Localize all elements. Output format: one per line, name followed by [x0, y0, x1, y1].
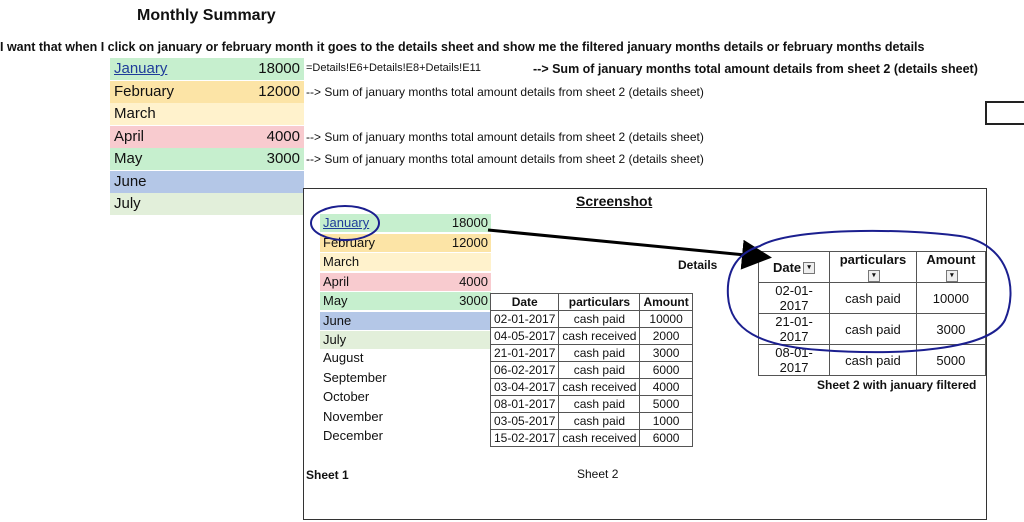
sheet1-label: Sheet 1	[306, 468, 349, 482]
table-cell: 03-04-2017	[491, 379, 559, 396]
screenshot-title: Screenshot	[576, 193, 653, 209]
table-cell: 15-02-2017	[491, 430, 559, 447]
table-cell: 21-01-2017	[491, 345, 559, 362]
january-extra-note: --> Sum of january months total amount details from sheet 2 (details sheet)	[533, 62, 978, 76]
sheet1-month-august: August	[323, 350, 364, 365]
table-cell: 3000	[640, 345, 692, 362]
month-label: March	[323, 254, 360, 269]
month-label: June	[323, 312, 352, 328]
arrow	[488, 230, 766, 257]
table-cell: 21-01-2017	[759, 314, 830, 345]
table-cell: 10000	[916, 283, 985, 314]
filter-dropdown-icon[interactable]: ▾	[946, 270, 958, 282]
table-cell: 06-02-2017	[491, 362, 559, 379]
sheet1-month-november: November	[323, 408, 383, 424]
table-cell: 5000	[916, 345, 985, 376]
month-total: 18000	[258, 60, 300, 77]
table-cell: 02-01-2017	[491, 311, 559, 328]
month-total: 18000	[451, 215, 488, 230]
table-cell: cash paid	[559, 396, 640, 413]
column-header-label: Date	[511, 295, 538, 309]
month-label: June	[114, 172, 147, 190]
sum-note: --> Sum of january months total amount details from sheet 2 (details sheet)	[306, 129, 704, 144]
sheet1-month-december: December	[323, 428, 383, 443]
table-cell: 08-01-2017	[759, 345, 830, 376]
month-total: 3000	[459, 293, 488, 308]
table-cell: cash paid	[830, 283, 917, 314]
table-cell: 3000	[916, 314, 985, 345]
month-label: May	[323, 293, 348, 308]
month-total: 4000	[266, 127, 300, 145]
month-total: 12000	[451, 234, 488, 250]
table-cell: cash paid	[830, 345, 917, 376]
column-header-label: particulars	[568, 295, 631, 309]
column-header-label: Amount	[926, 252, 976, 267]
table-cell: cash paid	[559, 345, 640, 362]
table-cell: cash received	[559, 379, 640, 396]
month-label: January	[323, 215, 370, 230]
page-title: Monthly Summary	[137, 7, 276, 24]
table-cell: 03-05-2017	[491, 413, 559, 430]
table-cell: 4000	[640, 379, 692, 396]
month-label: February	[323, 234, 376, 250]
month-label: July	[114, 195, 141, 212]
month-label: February	[114, 82, 175, 100]
sheet2-label: Sheet 2	[577, 467, 619, 481]
table-cell: 2000	[640, 328, 692, 345]
table-cell: 6000	[640, 430, 692, 447]
month-label: April	[323, 273, 350, 289]
month-total: 4000	[459, 273, 488, 289]
table-cell: 6000	[640, 362, 692, 379]
table-cell: cash paid	[559, 362, 640, 379]
month-total: 3000	[266, 150, 300, 167]
table-cell: cash received	[559, 430, 640, 447]
table-cell: 08-01-2017	[491, 396, 559, 413]
table-cell: 04-05-2017	[491, 328, 559, 345]
table-cell: 1000	[640, 413, 692, 430]
filter-dropdown-icon[interactable]: ▾	[868, 270, 880, 282]
month-label: May	[114, 150, 143, 167]
filter-dropdown-icon[interactable]: ▾	[803, 262, 815, 274]
month-label[interactable]: January	[114, 60, 168, 77]
table-cell: cash received	[559, 328, 640, 345]
sheet1-month-september: September	[323, 369, 387, 385]
table-cell: cash paid	[830, 314, 917, 345]
table-cell: 02-01-2017	[759, 283, 830, 314]
month-label: July	[323, 332, 347, 347]
table-cell: cash paid	[559, 311, 640, 328]
details-label: Details	[678, 258, 718, 272]
month-total: 12000	[258, 82, 300, 100]
question-text: I want that when I click on january or february month it goes to the details sheet and show me the filtered january months details or february months details	[0, 40, 925, 54]
filtered-caption: Sheet 2 with january filtered	[817, 378, 977, 392]
month-label: April	[114, 127, 145, 145]
column-header-label: Amount	[643, 295, 689, 309]
table-cell: 10000	[640, 311, 692, 328]
january-circle	[311, 206, 379, 240]
formula-text: =Details!E6+Details!E8+Details!E11	[306, 62, 481, 74]
table-cell: 5000	[640, 396, 692, 413]
month-label: March	[114, 105, 156, 122]
filtered-circle	[728, 231, 1011, 352]
table-cell: cash paid	[559, 413, 640, 430]
column-header-label: particulars	[839, 252, 907, 267]
sum-note: --> Sum of january months total amount details from sheet 2 (details sheet)	[306, 152, 704, 166]
sum-note: --> Sum of january months total amount details from sheet 2 (details sheet)	[306, 84, 704, 99]
sheet1-month-october: October	[323, 389, 370, 404]
column-header-label: Date	[772, 259, 802, 275]
